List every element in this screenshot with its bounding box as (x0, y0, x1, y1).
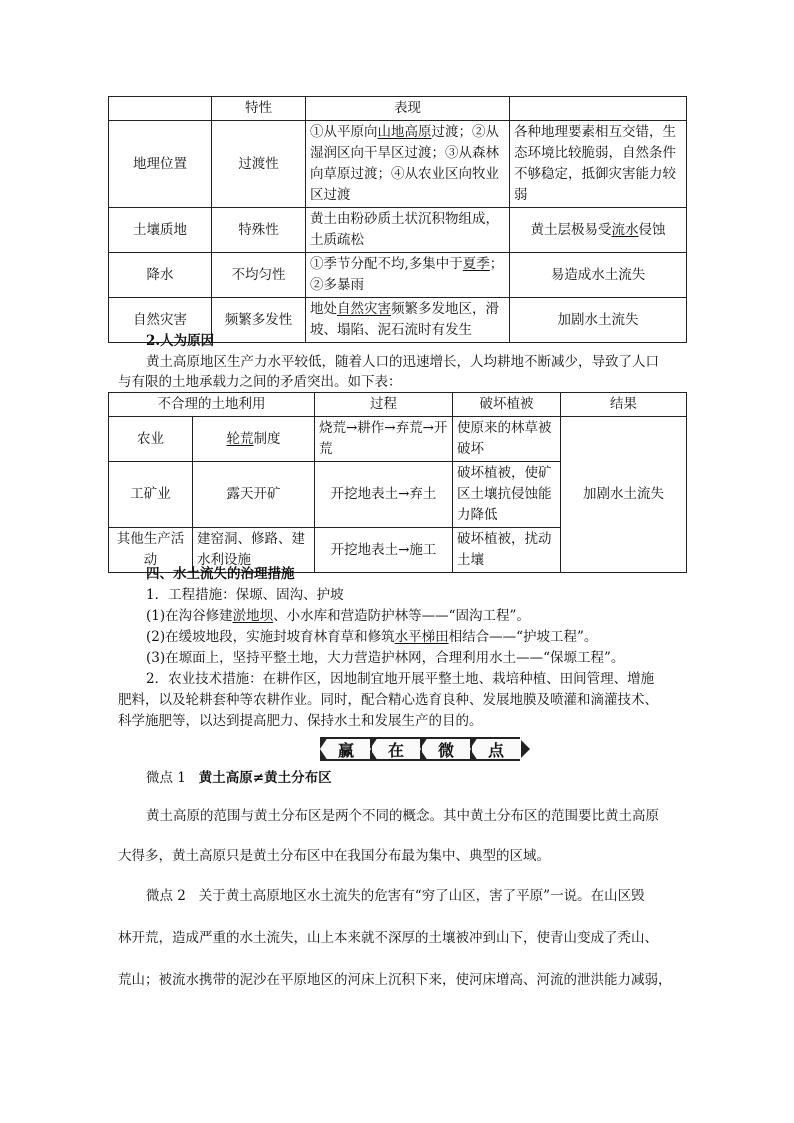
header-cell: 特性 (212, 97, 306, 121)
header-cell: 表现 (306, 97, 510, 121)
section-heading: 2.人为原因 (146, 333, 215, 349)
row-process: 开挖地表土→施工 (315, 528, 453, 573)
row-label: 降水 (109, 253, 212, 298)
paragraph-line: 肥料，以及轮耕套种等农耕作业。同时，配合精心选育良种、发展地膜及喷灌和滴灌技术、 (118, 692, 658, 708)
table-row (109, 208, 687, 253)
paragraph-line: (2)在缓坡地段，实施封坡育林育草和修筑水平梯田相结合——“护坡工程”。 (146, 629, 598, 645)
badge-char: 点 (472, 737, 520, 761)
paragraph-line: (1)在沟谷修建淤地坝、小水库和营造防护林等——“固沟工程”。 (146, 608, 530, 624)
row-label: 土壤质地 (109, 208, 212, 253)
row-type: 工矿业 (109, 462, 193, 528)
micro-point-2-line: 微点 2 关于黄土高原地区水土流失的危害有“穷了山区，害了平原”一说。在山区毁 (146, 888, 645, 904)
row-type: 农业 (109, 417, 193, 462)
section-heading: 四、水土流失的治理措施 (146, 566, 295, 582)
header-cell: 不合理的土地利用 (109, 393, 315, 417)
row-performance: ①从平原向山地高原过渡；②从湿润区向干旱区过渡；③从森林向草原过渡；④从农业区向牧业区过渡 (306, 121, 510, 208)
row-performance: 黄土由粉砂质土状沉积物组成，土质疏松 (306, 208, 510, 253)
paragraph-line: 大得多，黄土高原只是黄土分布区中在我国分布最为集中、典型的区域。 (118, 848, 550, 864)
row-trait: 特殊性 (212, 208, 306, 253)
row-trait: 频繁多发性 (212, 298, 306, 343)
row-trait: 过渡性 (212, 121, 306, 208)
header-cell: 破坏植被 (453, 393, 561, 417)
section-badge (322, 737, 522, 761)
paragraph-line: 科学施肥等，以达到提高肥力、保持水土和发展生产的目的。 (118, 713, 483, 729)
badge-char: 赢 (322, 737, 370, 761)
table-row (109, 121, 687, 208)
row-result: 加剧水土流失 (510, 298, 687, 343)
row-damage: 破坏植被，扰动土壤 (453, 528, 561, 573)
row-label: 自然灾害 (109, 298, 212, 343)
row-damage: 使原来的林草被破坏 (453, 417, 561, 462)
table-header-row (109, 393, 687, 417)
paragraph-line: 与有限的土地承载力之间的矛盾突出。如下表： (118, 374, 402, 390)
header-cell: 结果 (561, 393, 687, 417)
paragraph-line: 林开荒，造成严重的水土流失，山上本来就不深厚的土壤被冲到山下，使青山变成了秃山、 (118, 930, 658, 946)
header-cell (109, 97, 212, 121)
header-cell: 过程 (315, 393, 453, 417)
row-type: 其他生产活动 (109, 528, 193, 573)
row-result: 各种地理要素相互交错，生态环境比较脆弱，自然条件不够稳定，抵御灾害能力较弱 (510, 121, 687, 208)
row-result: 加剧水土流失 (561, 417, 687, 573)
row-performance: 地处自然灾害频繁多发地区，滑坡、塌陷、泥石流时有发生 (306, 298, 510, 343)
row-use: 建窑洞、修路、建水利设施 (193, 528, 315, 573)
paragraph-line: 1．工程措施：保塬、固沟、护坡 (146, 587, 344, 603)
row-performance: ①季节分配不均,多集中于夏季；②多暴雨 (306, 253, 510, 298)
paragraph-line: (3)在塬面上，坚持平整土地，大力营造护林网，合理利用水土——“保塬工程”。 (146, 650, 625, 666)
row-label: 地理位置 (109, 121, 212, 208)
paragraph-line: 黄土高原地区生产力水平较低，随着人口的迅速增长，人均耕地不断减少，导致了人口 (146, 354, 659, 370)
natural-causes-table (108, 96, 687, 343)
paragraph-line: 荒山；被流水携带的泥沙在平原地区的河床上沉积下来，使河床增高、河流的泄洪能力减弱， (118, 972, 672, 988)
row-trait: 不均匀性 (212, 253, 306, 298)
table-row (109, 417, 687, 462)
row-damage: 破坏植被，使矿区土壤抗侵蚀能力降低 (453, 462, 561, 528)
row-result: 黄土层极易受流水侵蚀 (510, 208, 687, 253)
header-cell (510, 97, 687, 121)
row-use: 露天开矿 (193, 462, 315, 528)
badge-char: 微 (422, 737, 470, 761)
row-use: 轮荒制度 (193, 417, 315, 462)
badge-char: 在 (372, 737, 420, 761)
table-header-row (109, 97, 687, 121)
paragraph-line: 黄土高原的范围与黄土分布区是两个不同的概念。其中黄土分布区的范围要比黄土高原 (146, 808, 659, 824)
row-process: 烧荒→耕作→弃荒→开荒 (315, 417, 453, 462)
row-process: 开挖地表土→弃土 (315, 462, 453, 528)
row-result: 易造成水土流失 (510, 253, 687, 298)
human-causes-table (108, 392, 687, 573)
table-row (109, 253, 687, 298)
micro-point-1-heading: 微点 1 黄土高原≠黄土分布区 (146, 770, 332, 786)
paragraph-line: 2．农业技术措施：在耕作区，因地制宜地开展平整土地、栽培种植、田间管理、增施 (146, 671, 655, 687)
